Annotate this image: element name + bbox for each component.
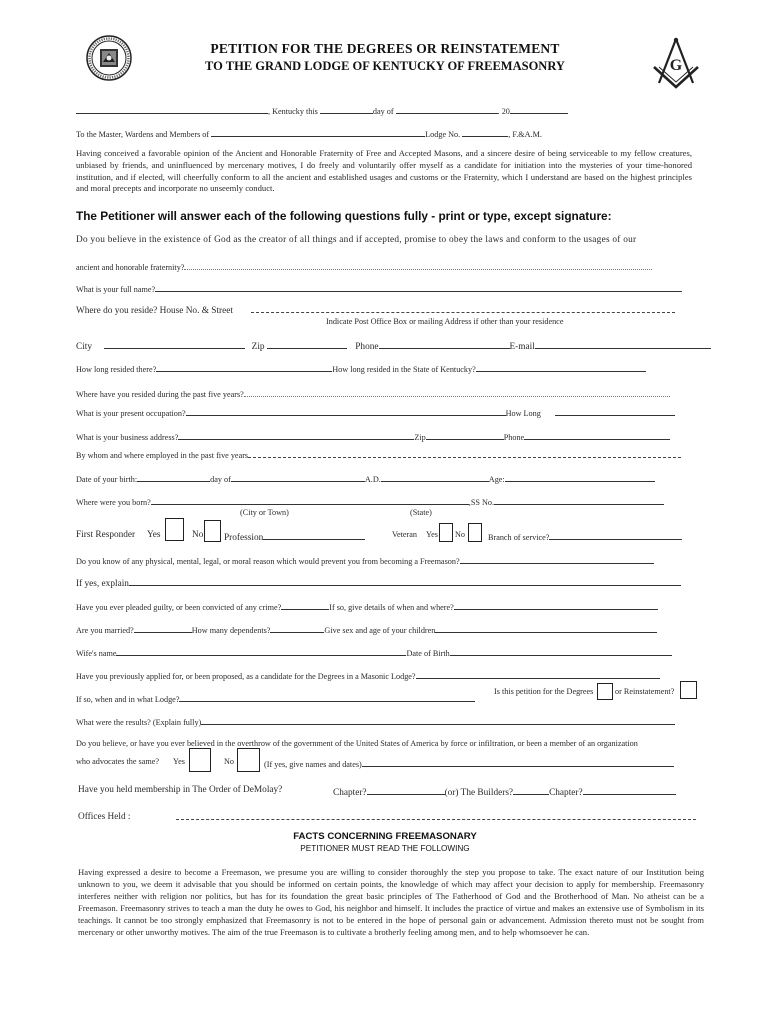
business-zip-field[interactable] (426, 430, 504, 440)
pleaded-guilty-row (76, 600, 658, 612)
wife-name-field[interactable] (116, 646, 406, 656)
overthrow-names-row (264, 757, 674, 769)
to-master-label: To the Master, Wardens and Members of (76, 130, 210, 139)
branch-row (488, 530, 682, 542)
profession-field[interactable] (263, 530, 365, 540)
month-field[interactable] (396, 104, 498, 114)
if-yes-explain-field[interactable] (129, 576, 681, 586)
how-long-kentucky-label: How long resided in the State of Kentucky? (332, 365, 476, 374)
veteran-yes-label: Yes (426, 530, 438, 539)
year-label: . 20 (497, 107, 510, 116)
year-field[interactable] (510, 104, 568, 114)
first-responder-yes-checkbox[interactable] (165, 518, 184, 541)
city-town-hint: (City or Town) (240, 508, 289, 517)
business-address-row (76, 430, 670, 442)
to-master-line (76, 127, 542, 139)
results-row (76, 715, 675, 727)
instructions-heading: The Petitioner will answer each of the following questions fully - print or type, except signature: (76, 209, 612, 223)
overthrow-names-label: (If yes, give names and dates) (264, 760, 362, 769)
dependents-field[interactable] (270, 623, 324, 633)
if-yes-explain-label: If yes, explain (76, 579, 129, 589)
svg-text:G: G (669, 57, 683, 74)
how-long-label: How Long (505, 409, 541, 418)
zip-field[interactable] (267, 339, 347, 349)
when-lodge-label: If so, when and in what Lodge? (76, 695, 180, 704)
employed-row (76, 451, 681, 460)
builders-label: (or) The Builders? (444, 788, 514, 798)
builders-chapter-label: Chapter? (549, 788, 583, 798)
degrees-checkbox[interactable] (597, 683, 613, 700)
how-long-there-label: How long resided there? (76, 365, 157, 374)
previously-applied-field[interactable] (416, 669, 660, 679)
previously-applied-row (76, 669, 660, 681)
born-label: Where were you born? (76, 498, 151, 507)
impediment-row (76, 554, 654, 566)
page-title: PETITION FOR THE DEGREES OR REINSTATEMENT (210, 41, 560, 56)
how-long-row (76, 362, 646, 374)
city-field[interactable] (104, 339, 245, 349)
born-field[interactable] (151, 495, 469, 505)
petition-degrees-label: Is this petition for the Degrees (494, 687, 594, 696)
business-address-label: What is your business address? (76, 433, 179, 442)
state-hint: (State) (410, 508, 432, 517)
first-responder-yes-label: Yes (147, 530, 161, 540)
impediment-label: Do you know of any physical, mental, legal, or moral reason which would prevent you from becoming a Freemason? (76, 557, 460, 566)
children-field[interactable] (435, 623, 657, 633)
dob-label: Date of your birth: (76, 475, 138, 484)
zip-label: Zip (251, 342, 265, 352)
believe-god-question: Do you believe in the existence of God as the creator of all things and if accepted, promise to obey the laws and conform to the usages of our (76, 235, 637, 245)
first-responder-no-label: No (192, 530, 204, 540)
veteran-no-checkbox[interactable] (468, 523, 482, 542)
builders-chapter-field[interactable] (583, 785, 676, 795)
reside-field[interactable] (251, 306, 675, 313)
full-name-field[interactable] (155, 282, 682, 292)
dob-year-field[interactable] (381, 472, 489, 482)
occupation-label: What is your present occupation? (76, 409, 186, 418)
email-label: E-mail (509, 342, 535, 352)
business-phone-field[interactable] (524, 430, 670, 440)
reside-hint: Indicate Post Office Box or mailing Address if other than your residence (326, 317, 564, 326)
occupation-field[interactable] (186, 406, 506, 416)
dob-day-of-label: day of (210, 475, 231, 484)
reside-row (76, 306, 675, 316)
full-name-row (76, 282, 682, 294)
ss-no-label: ,SS No. (468, 498, 495, 507)
fam-label: , F.&A.M. (508, 130, 542, 139)
married-field[interactable] (134, 623, 192, 633)
profession-row (224, 530, 365, 543)
past-five-years-label: Where have you resided during the past five years? (76, 390, 244, 399)
offices-held-field[interactable] (176, 813, 696, 820)
branch-label: Branch of service? (488, 533, 550, 542)
if-so-details-label: If so, give details of when and where? (329, 603, 454, 612)
results-label: What were the results? (Explain fully) (76, 718, 202, 727)
demolay-chapter-label: Chapter? (333, 788, 367, 798)
kentucky-this-label: , Kentucky this (268, 107, 318, 116)
offices-held-label: Offices Held : (78, 812, 131, 822)
overthrow-yes-label: Yes (173, 757, 185, 766)
dependents-label: How many dependents? (191, 626, 271, 635)
believe-god-label: ancient and honorable fraternity? (76, 263, 185, 272)
business-phone-label: Phone (503, 433, 525, 442)
if-so-details-field[interactable] (454, 600, 658, 610)
overthrow-no-label: No (224, 757, 235, 766)
overthrow-advocates-label: who advocates the same? (76, 757, 159, 766)
veteran-label: Veteran (392, 530, 418, 539)
pleaded-guilty-label: Have you ever pleaded guilty, or been convicted of any crime? (76, 603, 282, 612)
business-zip-label: Zip (414, 433, 426, 442)
how-long-kentucky-field[interactable] (476, 362, 646, 372)
born-row (76, 495, 664, 507)
first-responder-no-checkbox[interactable] (204, 520, 221, 542)
employed-label: By whom and where employed in the past five years (76, 451, 249, 460)
reside-label: Where do you reside? House No. & Street (76, 306, 233, 316)
veteran-no-label: No (455, 530, 466, 539)
how-long-field[interactable] (555, 406, 675, 416)
children-label: Give sex and age of your children (324, 626, 436, 635)
dob-month-field[interactable] (231, 472, 365, 482)
date-line (76, 104, 568, 116)
intro-paragraph: Having conceived a favorable opinion of the Ancient and Honorable Fraternity of Free and Accepted Masons, and a sincere desire of being serviceable to my fellow creatures, unbiased by friends, and uninfluenced by mercenary motives, I do freely and voluntarily offer myself as a candidate for initiation into the mysteries of your time-honored institution, and if elected, will cheerfully conform to all the ancient and established usages and customs or the Fraternity, which I understand are based on the highest principles and moral precepts and incorporate no unseemly conduct. (76, 148, 692, 194)
past-five-years-row (76, 388, 670, 399)
lodge-name-field[interactable] (211, 127, 425, 137)
employed-field[interactable] (248, 451, 681, 458)
city-row (76, 339, 711, 352)
email-field[interactable] (535, 339, 711, 349)
business-address-field[interactable] (178, 430, 414, 440)
demolay-label: Have you held membership in The Order of DeMolay? (78, 785, 283, 795)
married-label: Are you married? (76, 626, 134, 635)
day-field[interactable] (320, 104, 373, 114)
age-label: Age: (488, 475, 505, 484)
if-yes-explain-row (76, 576, 681, 589)
lodge-no-label: Lodge No. (425, 130, 461, 139)
first-responder-label: First Responder (76, 530, 136, 540)
veteran-yes-checkbox[interactable] (439, 523, 453, 542)
reinstatement-label: or Reinstatement? (615, 687, 675, 696)
when-lodge-row (76, 692, 475, 704)
facts-paragraph: Having expressed a desire to become a Freemason, we presume you are willing to consider thoroughly the step you propose to take. The exact nature of our Institution being unknown to you, we deem it advisable that you should be informed on certain points, the knowledge of which may affect your decision to apply for membership. Freemasonry interferes neither with religion nor politics, but has for its foundation the great basic principles of The Fatherhood of God and the Brotherhood of Man. No atheist can be a Freemason. Freemasonry strives to teach a man the duty he owes to God, his neighbor and himself. It includes the practice of virtue and makes an extensive use of Symbolism in its teachings. It cannot be too strongly emphasized that Freemasonry is not to be entered in the hope of personal gain or advancement. Admission thereto must not be sought from mercenary or other unworthy motives. The aim of the true Freemason is to cultivate a brotherly feeling among men, and to help whomsoever he can. (78, 867, 704, 937)
demolay-chapter-field[interactable] (367, 785, 445, 795)
builders-field[interactable] (513, 785, 549, 795)
overthrow-question: Do you believe, or have you ever believed in the overthrow of the government of the United States of America by force or infiltration, or been a member of an organization (76, 739, 638, 748)
demolay-chapter-row (333, 785, 676, 798)
dob-row (76, 472, 655, 484)
wife-dob-label: Date of Birth (406, 649, 450, 658)
wife-dob-field[interactable] (450, 646, 672, 656)
believe-god-question-2 (76, 261, 652, 272)
results-field[interactable] (201, 715, 675, 725)
overthrow-names-field[interactable] (362, 757, 674, 767)
lodge-no-field[interactable] (462, 127, 508, 137)
branch-field[interactable] (549, 530, 682, 540)
reinstatement-checkbox[interactable] (680, 681, 697, 699)
city-label: City (76, 342, 93, 352)
occupation-row (76, 406, 675, 418)
wife-name-label: Wife's name (76, 649, 117, 658)
day-of-label: day of (372, 107, 394, 116)
dob-day-field[interactable] (137, 472, 210, 482)
phone-field[interactable] (379, 339, 510, 349)
pleaded-guilty-field[interactable] (281, 600, 329, 610)
when-lodge-field[interactable] (179, 692, 475, 702)
married-row (76, 623, 657, 635)
wife-row (76, 646, 672, 658)
page-subtitle: TO THE GRAND LODGE OF KENTUCKY OF FREEMASONRY (205, 59, 565, 73)
full-name-label: What is your full name? (76, 285, 156, 294)
facts-subheading: PETITIONER MUST READ THE FOLLOWING (300, 844, 470, 853)
believe-god-field[interactable] (184, 261, 652, 270)
dob-ad-label: A.D. (364, 475, 381, 484)
previously-applied-label: Have you previously applied for, or been proposed, as a candidate for the Degrees in a Masonic Lodge? (76, 672, 416, 681)
impediment-field[interactable] (460, 554, 654, 564)
age-field[interactable] (505, 472, 655, 482)
profession-label: Profession (224, 533, 264, 543)
facts-heading: FACTS CONCERNING FREEMASONARY (293, 831, 477, 842)
city-field[interactable] (76, 104, 268, 114)
past-five-years-field[interactable] (244, 388, 670, 397)
ss-no-field[interactable] (494, 495, 664, 505)
phone-label: Phone (355, 342, 379, 352)
how-long-there-field[interactable] (156, 362, 332, 372)
overthrow-yes-checkbox[interactable] (189, 748, 211, 772)
overthrow-no-checkbox[interactable] (237, 748, 260, 772)
